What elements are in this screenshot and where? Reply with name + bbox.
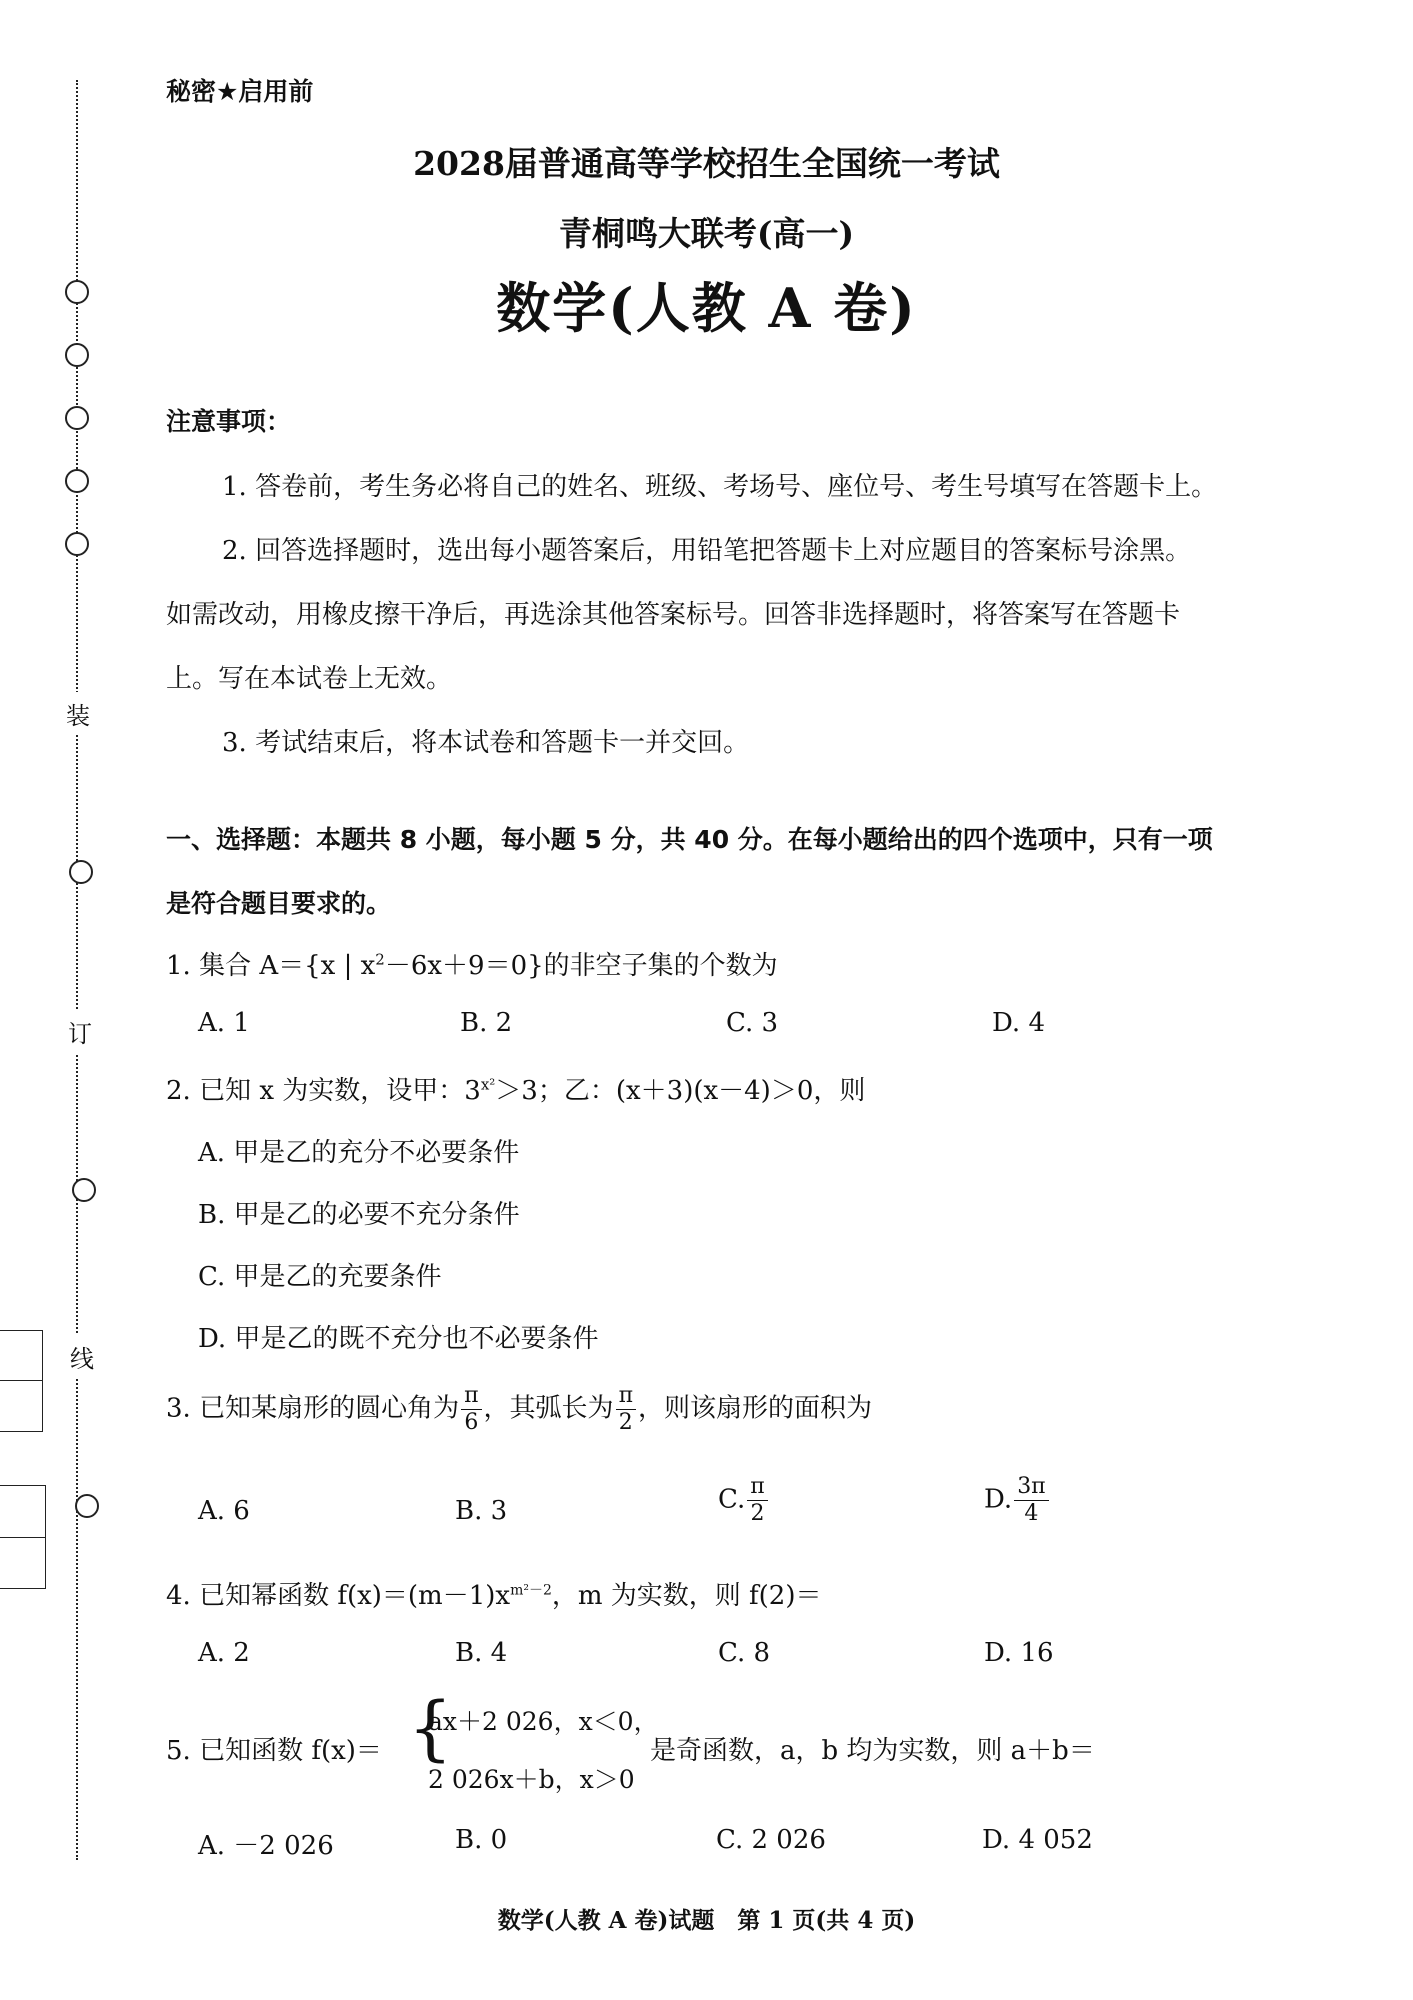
- binding-hole: [65, 406, 89, 430]
- notice-heading: 注意事项：: [166, 407, 292, 436]
- piecewise-case-2: 2 026x＋b，x＞0: [428, 1765, 635, 1794]
- question-3-stem: 3. 已知某扇形的圆心角为 $\frac{\pi}{6}$ ，其弧长为 $\frac{\pi}{2}$ ，则该扇形的面积为: [166, 1383, 873, 1435]
- question-1-option-c: C. 3: [726, 1008, 779, 1038]
- binding-label-zhuang: 装: [66, 692, 90, 735]
- binding-hole: [65, 343, 89, 367]
- question-1-option-a: A. 1: [198, 1008, 250, 1038]
- exam-title: 2028届普通高等学校招生全国统一考试: [413, 144, 1000, 183]
- secret-label: 秘密★启用前: [166, 77, 314, 106]
- binding-hole: [72, 1178, 96, 1202]
- fraction: $\frac{\pi}{2}$: [616, 1385, 636, 1434]
- binding-label-xian: 线: [70, 1335, 94, 1378]
- question-5-stem-a: 5. 已知函数 f(x)＝: [166, 1736, 382, 1766]
- question-1-option-b: B. 2: [460, 1008, 513, 1038]
- question-1-option-d: D. 4: [992, 1008, 1045, 1038]
- notice-item-2-end: 上。写在本试卷上无效。: [166, 664, 453, 694]
- question-3-option-b: B. 3: [455, 1496, 508, 1526]
- binding-hole: [75, 1494, 99, 1518]
- question-5-option-c: C. 2 026: [716, 1825, 826, 1855]
- fraction: $\frac{\pi}{6}$: [461, 1385, 481, 1434]
- subject-title: 数学(人教 A 卷): [496, 276, 917, 340]
- question-1-stem: 1. 集合 A＝{x | $x^2-6x+9=0$}的非空子集的个数为: [166, 950, 778, 981]
- notice-item-1: 1. 答卷前，考生务必将自己的姓名、班级、考场号、座位号、考生号填写在答题卡上。: [222, 472, 1218, 502]
- question-3-option-d: D. $\frac{3\pi}{4}$: [984, 1476, 1051, 1525]
- question-4-option-d: D. 16: [984, 1638, 1054, 1668]
- question-2-option-c: C. 甲是乙的充要条件: [198, 1262, 442, 1292]
- info-box-divider: [0, 1537, 45, 1538]
- question-4-option-b: B. 4: [455, 1638, 508, 1668]
- page-footer: 数学(人教 A 卷)试题 第 1 页(共 4 页): [497, 1907, 916, 1934]
- question-4-stem: 4. 已知幂函数 $f(x)=(m-1)x^{m^2-2}$，m 为实数，则 f(2)＝: [166, 1581, 822, 1611]
- piecewise-case-1: ax＋2 026，x＜0，: [428, 1707, 659, 1736]
- binding-hole: [69, 860, 93, 884]
- info-box: [0, 1330, 43, 1432]
- binding-label-ding: 订: [68, 1010, 92, 1053]
- question-3-option-a: A. 6: [198, 1496, 250, 1526]
- notice-item-2-cont: 如需改动，用橡皮擦干净后，再选涂其他答案标号。回答非选择题时，将答案写在答题卡: [166, 600, 1181, 630]
- question-2-option-a: A. 甲是乙的充分不必要条件: [198, 1138, 520, 1168]
- question-5-option-a: A. －2 026: [198, 1831, 334, 1861]
- question-3-option-c: C. $\frac{\pi}{2}$: [718, 1476, 770, 1525]
- section-heading: 一、选择题：本题共 8 小题，每小题 5 分，共 40 分。在每小题给出的四个选项中，只有一项: [166, 825, 1213, 854]
- question-4-option-c: C. 8: [718, 1638, 771, 1668]
- question-2-option-d: D. 甲是乙的既不充分也不必要条件: [198, 1324, 599, 1354]
- question-4-option-a: A. 2: [198, 1638, 250, 1668]
- question-5-stem-b: 是奇函数，a，b 均为实数，则 a＋b＝: [650, 1736, 1095, 1766]
- exam-subtitle: 青桐鸣大联考(高一): [558, 214, 855, 253]
- question-2-stem: 2. 已知 x 为实数，设甲：$3^{x^2}>3$；乙：(x＋3)(x－4)＞0，则: [166, 1075, 866, 1106]
- piecewise-brace: {: [408, 1687, 453, 1769]
- binding-hole: [65, 469, 89, 493]
- question-5-option-d: D. 4 052: [982, 1825, 1093, 1855]
- info-box-divider: [0, 1380, 42, 1381]
- binding-hole: [65, 532, 89, 556]
- question-2-option-b: B. 甲是乙的必要不充分条件: [198, 1200, 520, 1230]
- notice-item-2: 2. 回答选择题时，选出每小题答案后，用铅笔把答题卡上对应题目的答案标号涂黑。: [222, 536, 1192, 566]
- question-5-option-b: B. 0: [455, 1825, 508, 1855]
- section-heading-cont: 是符合题目要求的。: [166, 889, 392, 918]
- notice-item-3: 3. 考试结束后，将本试卷和答题卡一并交回。: [222, 728, 750, 758]
